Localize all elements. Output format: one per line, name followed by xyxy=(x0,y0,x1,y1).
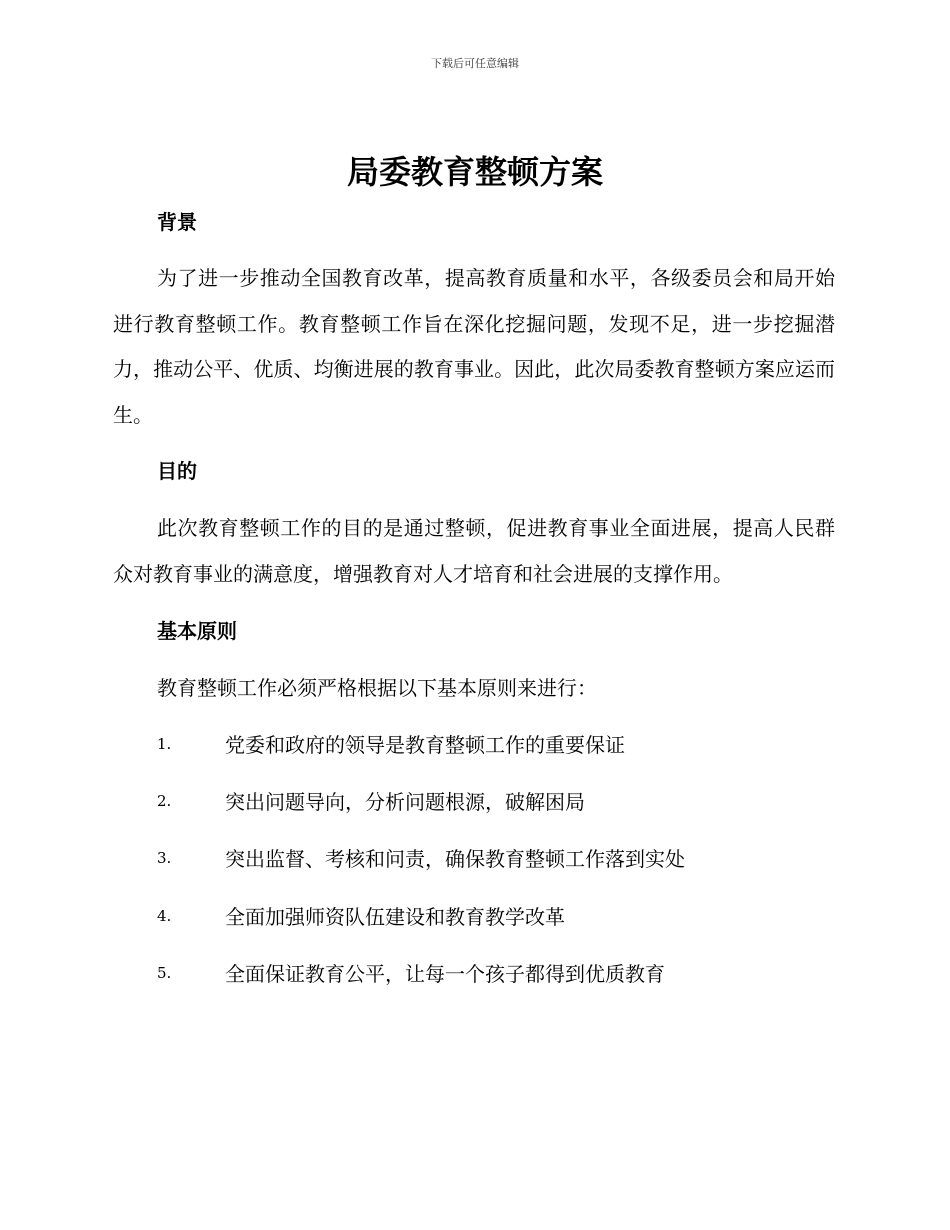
list-number: 5. xyxy=(157,964,172,982)
list-item xyxy=(157,788,857,818)
list-item xyxy=(157,845,857,875)
list-text: 突出问题导向，分析问题根源，破解困局 xyxy=(225,790,585,814)
list-text: 全面保证教育公平，让每一个孩子都得到优质教育 xyxy=(225,962,665,986)
list-number: 2. xyxy=(157,792,172,810)
heading-background: 背景 xyxy=(157,210,197,234)
heading-principles: 基本原则 xyxy=(157,619,237,643)
list-item xyxy=(157,903,857,933)
list-item xyxy=(157,731,857,761)
paragraph-background: 为了进一步推动全国教育改革，提高教育质量和水平，各级委员会和局开始进行教育整顿工作。教育整顿工作旨在深化挖掘问题，发现不足，进一步挖掘潜力，推动公平、优质、均衡进展的教育事业。因此，此次局委教育整顿方案应运而生。 xyxy=(113,266,835,427)
list-number: 1. xyxy=(157,735,172,753)
heading-purpose: 目的 xyxy=(157,459,197,483)
list-number: 3. xyxy=(157,849,172,867)
document-title: 局委教育整顿方案 xyxy=(346,153,603,191)
list-text: 突出监督、考核和问责，确保教育整顿工作落到实处 xyxy=(225,847,685,871)
principles-intro: 教育整顿工作必须严格根据以下基本原则来进行： xyxy=(157,676,597,700)
list-text: 党委和政府的领导是教育整顿工作的重要保证 xyxy=(225,733,625,757)
list-number: 4. xyxy=(157,907,172,925)
paragraph-purpose: 此次教育整顿工作的目的是通过整顿，促进教育事业全面进展，提高人民群众对教育事业的满意度，增强教育对人才培育和社会进展的支撑作用。 xyxy=(113,516,835,586)
header-note: 下载后可任意编辑 xyxy=(431,57,519,70)
list-text: 全面加强师资队伍建设和教育教学改革 xyxy=(225,905,565,929)
list-item xyxy=(157,960,857,990)
